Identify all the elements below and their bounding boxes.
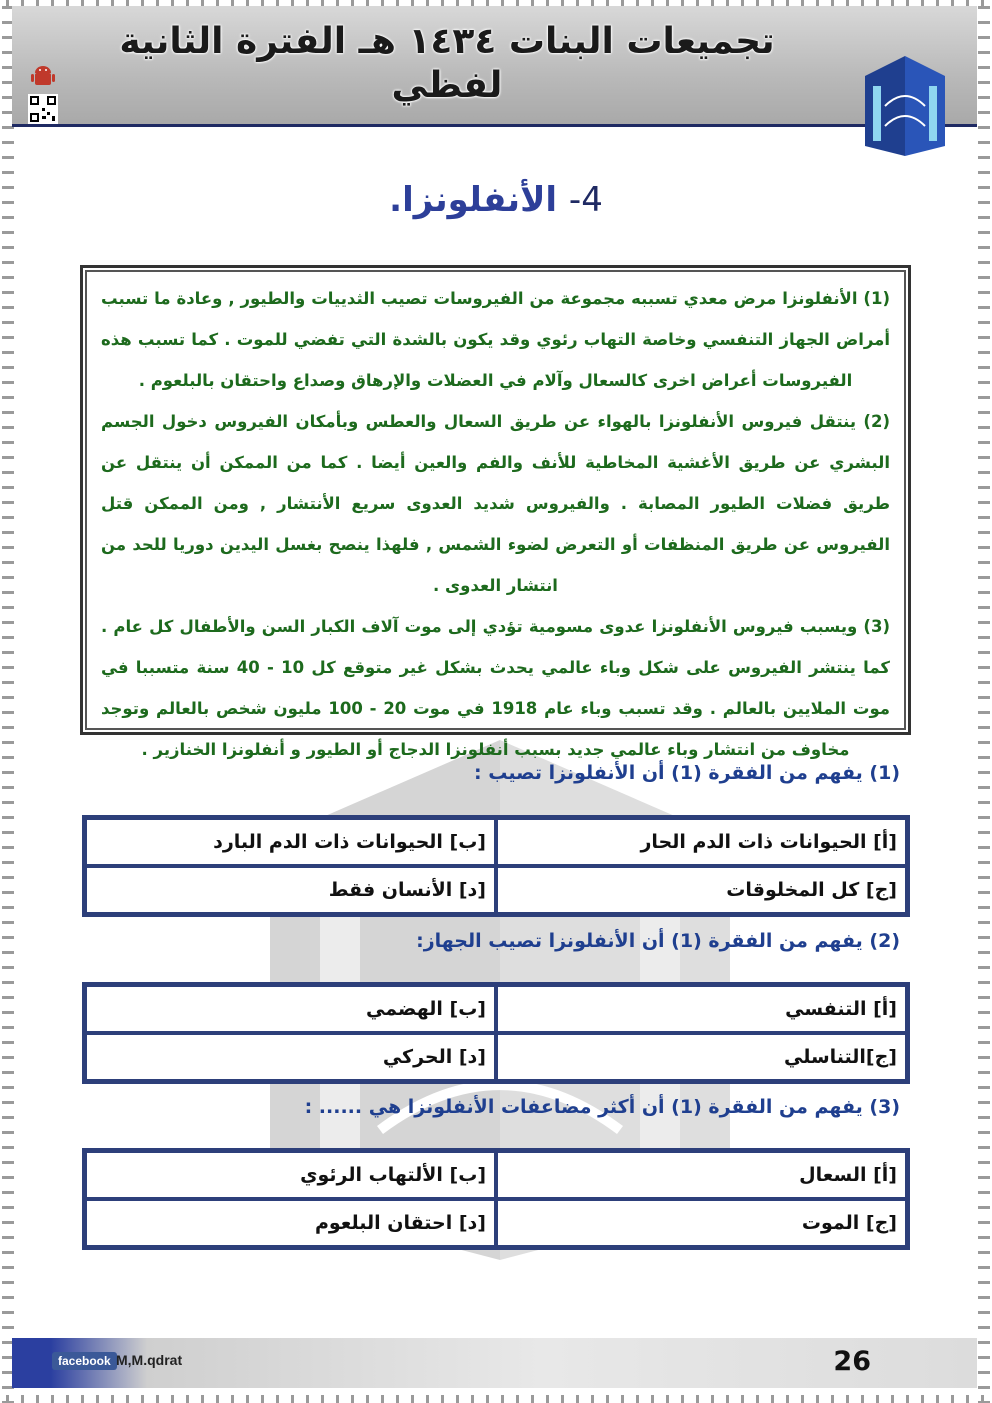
facebook-badge: facebook xyxy=(52,1352,117,1370)
question-2-text: (2) يفهم من الفقرة (1) أن الأنفلونزا تصيب الجهاز: xyxy=(416,930,900,952)
question-3-option-a[interactable]: [أ] السعال xyxy=(496,1151,907,1199)
question-3-option-d[interactable]: [د] احتقان البلعوم xyxy=(85,1199,496,1247)
question-1-text: (1) يفهم من الفقرة (1) أن الأنفلونزا تصيب : xyxy=(474,762,900,784)
question-1-option-d[interactable]: [د] الأنسان فقط xyxy=(85,866,496,914)
header-title xyxy=(72,20,822,108)
question-1-options xyxy=(82,815,910,917)
qr-code-icon xyxy=(28,94,58,124)
question-2-option-b[interactable]: [ب] الهضمي xyxy=(85,985,496,1033)
passage-paragraph-1: (1) الأنفلونزا مرض معدي تسببه مجموعة من الفيروسات تصيب الثدييات والطيور , وعادة ما تسبب أمراض الجهاز التنفسي وخاصة التهاب رئوي وقد يكون بالشدة التي تفضي للموت . كما تسبب هذه الفيروسات أعراض اخرى كالسعال وآلام في العضلات والإرهاق وصداع واحتقان بالبلعوم . xyxy=(101,289,890,390)
question-2-option-d[interactable]: [د] الحركي xyxy=(85,1033,496,1081)
section-heading xyxy=(0,180,992,220)
android-icon xyxy=(30,64,56,90)
passage-paragraph-2: (2) ينتقل فيروس الأنفلونزا بالهواء عن طريق السعال والعطس وبأمكان الفيروس دخول الجسم البشري عن طريق الأغشية المخاطية للأنف والفم والعين أيضا . كما من الممكن أن ينتقل عن طريق فضلات الطيور المصابة . والفيروس شديد العدوى سريع الأنتشار , ومن الممكن قتل الفيروس عن طريق المنظفات أو التعرض لضوء الشمس , فلهذا ينصح بغسل اليدين دوريا للحد من انتشار العدوى . xyxy=(101,412,890,595)
question-3-options xyxy=(82,1148,910,1250)
question-3-option-c[interactable]: [ج] الموت xyxy=(496,1199,907,1247)
question-3-text: (3) يفهم من الفقرة (1) أن أكثر مضاعفات الأنفلونزا هي ...... : xyxy=(304,1096,900,1118)
question-1-option-a[interactable]: [أ] الحيوانات ذات الدم الحار xyxy=(496,818,907,866)
section-title: الأنفلونزا. xyxy=(389,180,558,220)
page-border-bottom xyxy=(0,1395,992,1403)
reading-passage xyxy=(80,265,911,759)
question-2-options xyxy=(82,982,910,1084)
question-2-option-c[interactable]: [ج]التناسلي xyxy=(496,1033,907,1081)
qdrat-logo xyxy=(855,46,955,166)
section-number: 4- xyxy=(568,180,603,220)
question-1-option-c[interactable]: [ج] كل المخلوقات xyxy=(496,866,907,914)
page-number: 26 xyxy=(833,1346,871,1377)
footer-bar xyxy=(12,1338,977,1388)
header-banner xyxy=(12,6,977,127)
question-3-option-b[interactable]: [ب] الألتهاب الرئوي xyxy=(85,1151,496,1199)
passage-paragraph-3: (3) ويسبب فيروس الأنفلونزا عدوى مسومية تؤدي إلى موت آلاف الكبار السن والأطفال كل عام . كما ينتشر الفيروس على شكل وباء عالمي يحدث بشكل غير متوقع كل 10 - 40 سنة متسببا في موت الملايين بالعالم . وقد تسبب وباء عام 1918 في موت 20 - 100 مليون شخص بالعالم وتوجد مخاوف من انتشار وباء عالمي جديد بسبب أنفلونزا الدجاج أو الطيور و أنفلونزا الخنازير . xyxy=(101,617,891,759)
header-title-line1: تجميعات البنات ١٤٣٤ هـ الفترة الثانية xyxy=(119,21,775,62)
question-2-option-a[interactable]: [أ] التنفسي xyxy=(496,985,907,1033)
footer-page-name: M,M.qdrat xyxy=(116,1352,183,1368)
header-title-line2: لفظي xyxy=(391,65,503,106)
question-1-option-b[interactable]: [ب] الحيوانات ذات الدم البارد xyxy=(85,818,496,866)
